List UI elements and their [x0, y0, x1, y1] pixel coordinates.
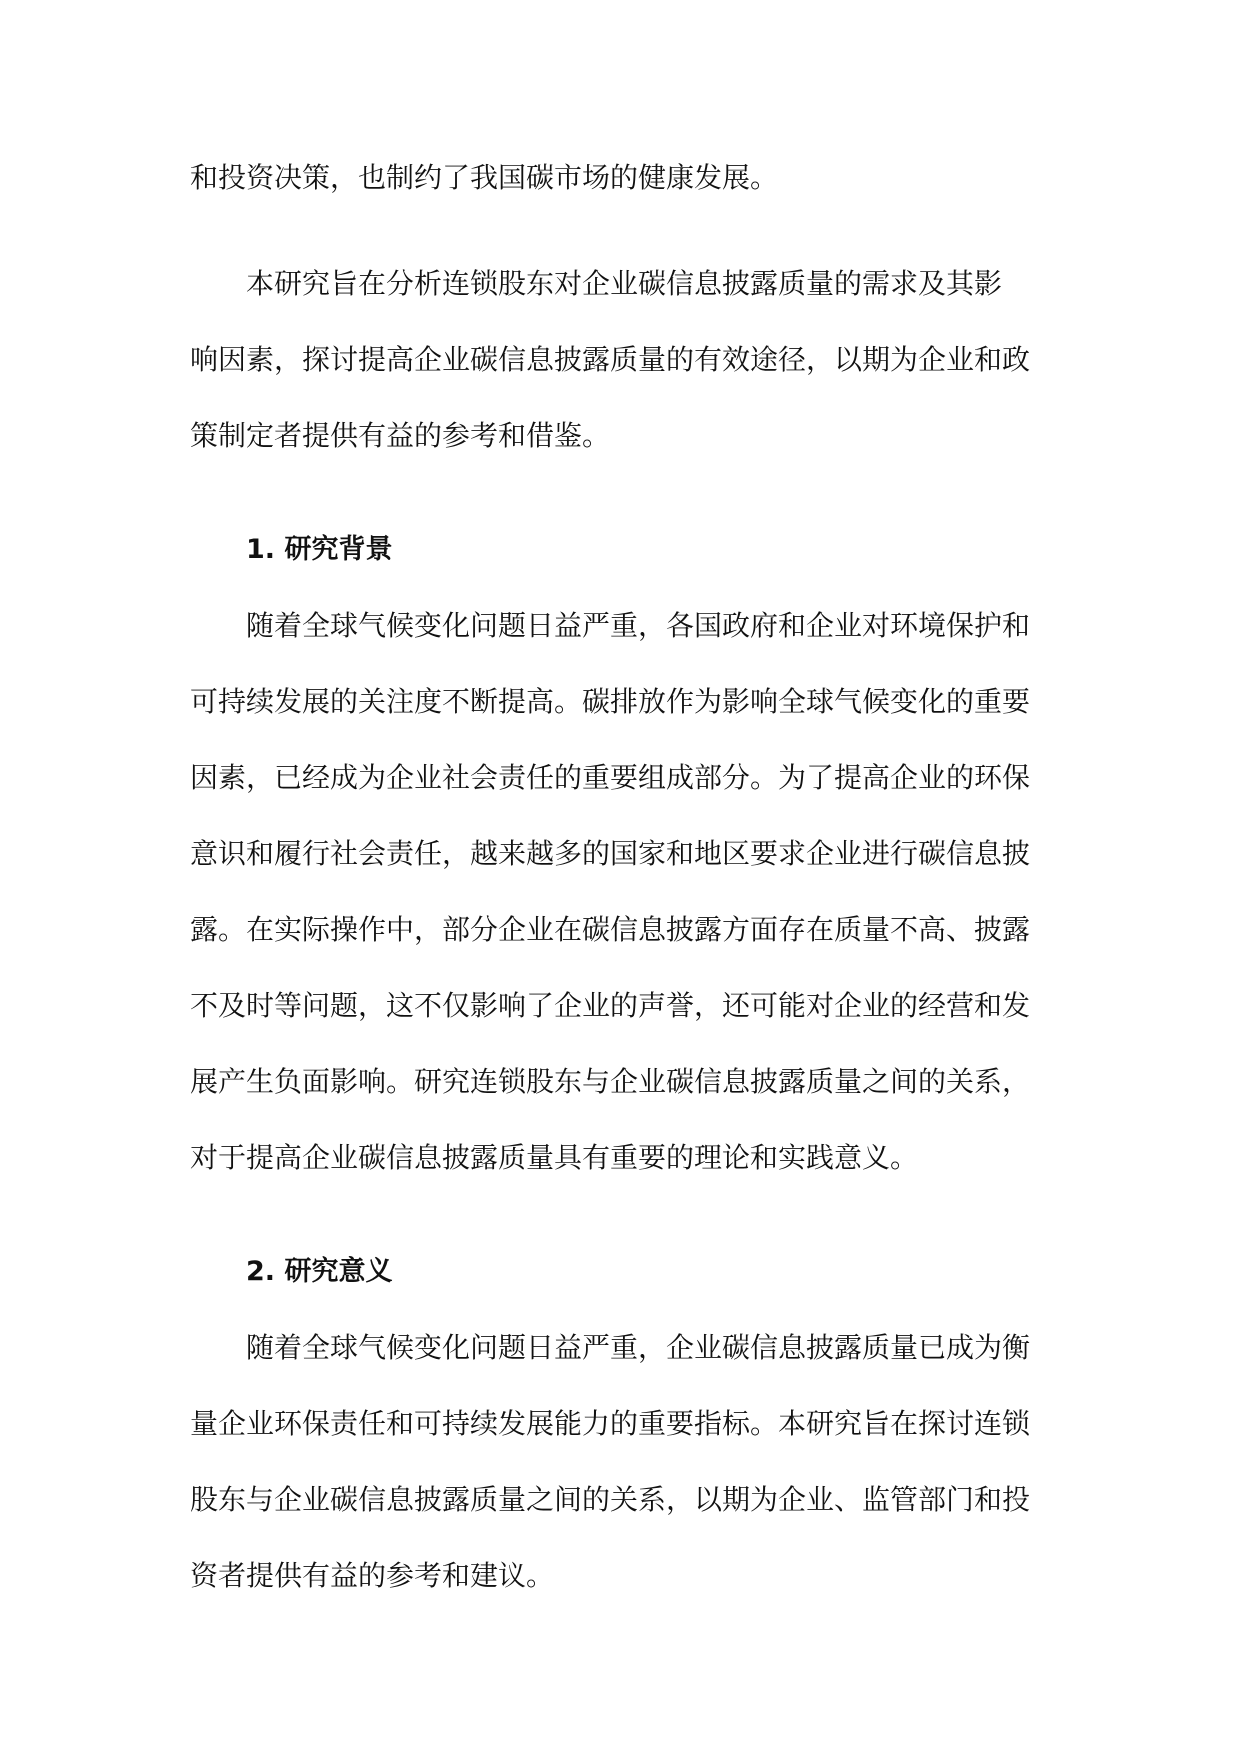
document-body	[190, 140, 1060, 1614]
section-gap	[190, 474, 1060, 512]
paragraph-line: 随着全球气候变化问题日益严重，企业碳信息披露质量已成为衡	[246, 1331, 1031, 1364]
section-heading-significance: 2. 研究意义	[246, 1256, 393, 1287]
paragraph-line: 策制定者提供有益的参考和借鉴。	[190, 419, 611, 452]
paragraph-line: 响因素，探讨提高企业碳信息披露质量的有效途径，以期为企业和政	[190, 343, 1031, 376]
paragraph-line: 股东与企业碳信息披露质量之间的关系，以期为企业、监管部门和投	[190, 1483, 1031, 1516]
paragraph-line: 露。在实际操作中，部分企业在碳信息披露方面存在质量不高、披露	[190, 913, 1031, 946]
section-heading-background: 1. 研究背景	[246, 534, 393, 565]
paragraph-gap	[190, 216, 1060, 246]
paragraph-line: 和投资决策，也制约了我国碳市场的健康发展。	[190, 161, 779, 194]
paragraph-line: 因素，已经成为企业社会责任的重要组成部分。为了提高企业的环保	[190, 761, 1031, 794]
paragraph-line: 展产生负面影响。研究连锁股东与企业碳信息披露质量之间的关系，	[190, 1065, 1031, 1098]
paragraph-line: 意识和履行社会责任，越来越多的国家和地区要求企业进行碳信息披	[190, 837, 1031, 870]
paragraph-line: 量企业环保责任和可持续发展能力的重要指标。本研究旨在探讨连锁	[190, 1407, 1031, 1440]
paragraph-line: 资者提供有益的参考和建议。	[190, 1559, 555, 1592]
section-gap	[190, 1196, 1060, 1234]
paragraph-line: 不及时等问题，这不仅影响了企业的声誉，还可能对企业的经营和发	[190, 989, 1031, 1022]
paragraph-line: 对于提高企业碳信息披露质量具有重要的理论和实践意义。	[190, 1141, 919, 1174]
paragraph-line: 可持续发展的关注度不断提高。碳排放作为影响全球气候变化的重要	[190, 685, 1031, 718]
paragraph-line: 随着全球气候变化问题日益严重，各国政府和企业对环境保护和	[246, 609, 1031, 642]
paragraph-line: 本研究旨在分析连锁股东对企业碳信息披露质量的需求及其影	[246, 267, 1003, 300]
